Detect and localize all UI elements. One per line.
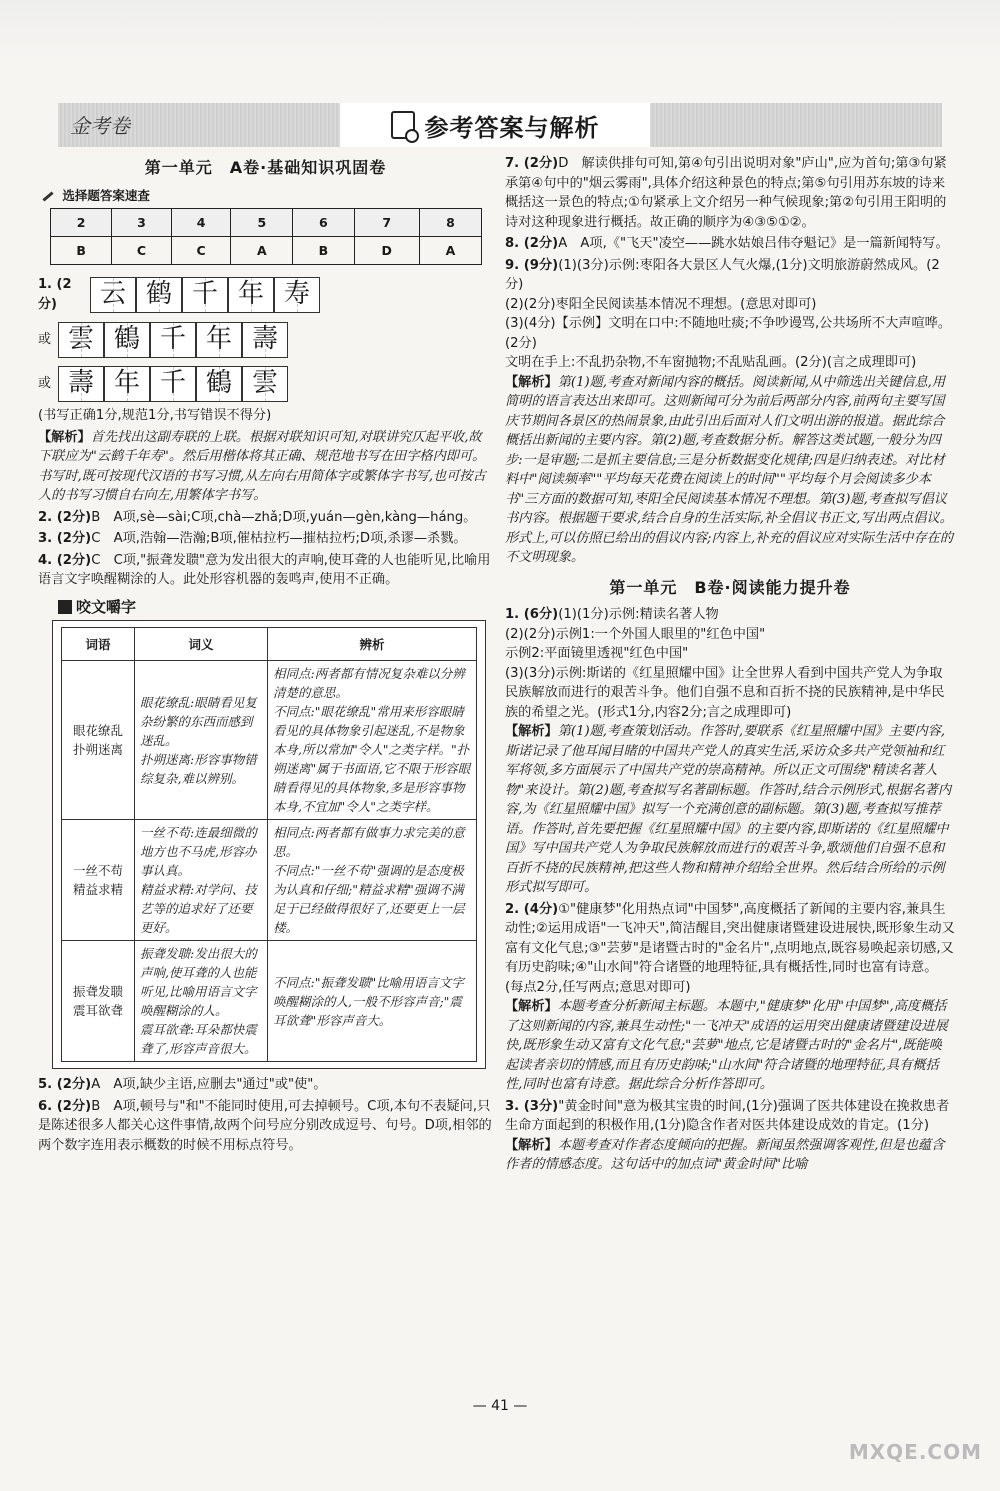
b3-analysis: 【解析】本题考查对作者态度倾向的把握。新闻虽然强调客观性,但是也蕴含作者的情感态度。这句话中的加点词"黄金时间"比喻: [505, 1137, 945, 1172]
grid-cell: 壽: [242, 322, 288, 358]
grid-cell: 雲: [242, 366, 288, 402]
question-3: 3. (2分)C A项,浩翰—浩瀚;B项,催枯拉朽—摧枯拉朽;D项,杀谬—杀戮。: [38, 531, 467, 546]
wenzi-row: [62, 941, 477, 1062]
answer-table: [50, 208, 482, 265]
grid-cell: 鶴: [104, 322, 150, 358]
right-column: [505, 152, 955, 1177]
answer-letter: C: [112, 237, 172, 265]
wenzi-words: 振聋发聩 震耳欲聋: [62, 941, 135, 1062]
b-question-3: 3. (3分)"黄金时间"意为极其宝贵的时间,(1分)强调了医共体建设在挽救患者生命方面起到的积极作用,(1分)隐含作者对医共体建设成效的肯定。(1分) 【解析】本题考查对作者态度倾向的把握。新闻虽然强调客观性,但是也蕴含作者的情感态度。这句话中的加点词"黄金时间"比喻: [505, 1097, 955, 1175]
q1-analysis: 【解析】首先找出这副寿联的上联。根据对联知识可知,对联讲究仄起平收,故下联应为"云鹤千年寿"。然后用楷体将其正确、规范地书写在田字格内即可。书写时,既可按现代汉语的书写习惯,从左向右用简体字或繁体字书写,也可按古人的书写习惯自右向左,用繁体字书写。: [38, 429, 486, 503]
wenzi-table: [61, 627, 477, 1062]
answer-num: 5: [231, 209, 293, 237]
question-4: 4. (2分)C C项,"振聋发聩"意为发出很大的声响,使耳聋的人也能听见,比喻用语言文字唤醒糊涂的人。此处形容机器的轰鸣声,使用不正确。: [38, 552, 491, 587]
wenzi-row: [62, 661, 477, 820]
wenzi-words: 眼花缭乱 扑朔迷离: [62, 661, 135, 820]
page-number: — 41 —: [472, 1398, 528, 1414]
quick-check-label: [42, 186, 493, 206]
wenzi-header: 词语: [62, 628, 135, 661]
question-8: 8. (2分)A A项,《"飞天"凌空——跳水姑娘吕伟夺魁记》是一篇新闻特写。: [505, 236, 949, 251]
grid-cell: 年: [104, 366, 150, 402]
brand-logo: 金考卷: [70, 114, 130, 138]
question-2: 2. (2分)B A项,sè—sài;C项,chà—zhǎ;D项,yuán—gèn,kàng—háng。: [38, 509, 477, 525]
or-label: 或: [38, 376, 52, 392]
document-search-icon: [391, 111, 415, 139]
b1-analysis: 【解析】第(1)题,考查策划活动。作答时,要联系《红星照耀中国》主要内容,斯诺记录了他耳闻目睹的中国共产党人的真实生活,采访众多共产党领袖和红军将领,多方面展示了中国共产党的崇高精神。所以正文可围绕"精读名著人物"来设计。第(2)题,考查拟写名著副标题。作答时,结合示例形式,根据名著内容,为《红星照耀中国》拟写一个充满创意的副标题。第(3)题,考查拟写推荐语。作答时,首先要把握《红星照耀中国》的主要内容,即斯诺的《红星照耀中国》写中国共产党人为争取民族解放而进行的艰苦斗争,歌颂他们自强不息和百折不挠的民族精神,把这些人物和精神介绍给全世界。然后结合所给的示例形式拟写即可。: [505, 724, 952, 895]
answer-letter: B: [51, 237, 112, 265]
wenzi-meaning: 振聋发聩:发出很大的声响,使耳聋的人也能听见,比喻用语言文字唤醒糊涂的人。 震耳欲聋:耳朵都快震聋了,形容声音很大。: [135, 941, 268, 1062]
answer-letter: D: [354, 237, 419, 265]
wenzi-meaning: 眼花缭乱:眼睛看见复杂纷繁的东西而感到迷乱。 扑朔迷离:形容事物错综复杂,难以辨别。: [135, 661, 268, 820]
grid-cell: 鶴: [196, 366, 242, 402]
grid-cell: 年: [196, 322, 242, 358]
question-9: 9. (9分)(1)(3分)示例:枣阳各大景区人气火爆,(1分)文明旅游蔚然成风。(2分) (2)(2分)枣阳全民阅读基本情况不理想。(意思对即可) (3)(4分)【示例】文明在口中:不随地吐痰;不争吵谩骂,公共场所不大声喧哗。(2分) 文明在手上:不乱扔杂物,不车窗抛物;不乱贴乱画。(2分)(言之成理即可) 【解析】第(1)题,考查对新闻内容的概括。阅读新闻,从中筛选出关键信息,用简明的语言表达出来即可。这则新闻可分为前后两部分内容,前两句主要写国庆节期间各景区的热闹景象,由此引出后面对人们文明出游的报道。据此综合概括出新闻的主要内容。第(2)题,考查数据分析。解答这类试题,一般分为四步:一是审题;二是抓主要信息;三是分析数据变化规律;四是归纳表述。对比材料中"阅读频率""平均每天花费在阅读上的时间""平均每个月会阅读多少本书"三方面的数据可知,枣阳全民阅读基本情况不理想。第(3)题,考查拟写倡议书内容。根据题干要求,结合自身的生活实际,补全倡议书正文,写出两点倡议。形式上,可以仿照已给出的倡议内容;内容上,补充的倡议应对实际生活中存在的不文明现象。: [505, 256, 955, 568]
b-question-1: 1. (6分)(1)(1分)示例:精读名著人物 (2)(2分)示例1:一个外国人眼里的"红色中国" 示例2:平面镜里透视"红色中国" (3)(3分)示例:斯诺的《红星照耀中国》让全世界人看到中国共产党人为争取民族解放而进行的艰苦斗争。他们自强不息和百折不挠的民族精神,是中华民族的希望之光。(形式1分,内容2分;言之成理即可) 【解析】第(1)题,考查策划活动。作答时,要联系《红星照耀中国》主要内容,斯诺记录了他耳闻目睹的中国共产党人的真实生活,采访众多共产党领袖和红军将领,多方面展示了中国共产党的崇高精神。所以正文可围绕"精读名著人物"来设计。第(2)题,考查拟写名著副标题。作答时,结合示例形式,根据名著内容,为《红星照耀中国》拟写一个充满创意的副标题。第(3)题,考查拟写推荐语。作答时,首先要把握《红星照耀中国》的主要内容,即斯诺的《红星照耀中国》写中国共产党人为争取民族解放而进行的艰苦斗争,歌颂他们自强不息和百折不挠的民族精神,把这些人物和精神介绍给全世界。然后结合所给的示例形式拟写即可。: [505, 605, 955, 898]
q9-part2: (2)(2分)枣阳全民阅读基本情况不理想。(意思对即可): [505, 296, 817, 312]
wenzi-title: 咬文嚼字: [58, 598, 136, 618]
answer-letter: A: [231, 237, 293, 265]
question-6: 6. (2分)B A项,顿号与"和"不能同时使用,可去掉顿号。C项,本句不表疑问,只是陈述很多人都关心这件事情,故两个问号应分别改成逗号、句号。D项,相邻的两个数字连用表示概数的时候不用标点符号。: [38, 1098, 492, 1153]
grid-cell: 千: [150, 322, 196, 358]
answer-num: 8: [419, 209, 481, 237]
grid-row-2: [38, 322, 493, 358]
question-7: 7. (2分)D 解读供排句可知,第④句引出说明对象"庐山",应为首句;第③句紧承第④句中的"烟云雾雨",具体介绍这种景色的特点;第⑤句引用苏东坡的诗来概括这一景色的特点;①句紧承上文介绍另一种气候现象;第②句引用王阳明的诗对这种现象进行概括。故正确的顺序为④③⑤①②。: [505, 156, 947, 230]
grid-cell: 千: [182, 277, 228, 313]
unit-a-title: 第一单元 A卷·基础知识巩固卷: [144, 158, 387, 177]
grid-cell: 寿: [274, 277, 320, 313]
q1-note: (书写正确1分,规范1分,书写错误不得分): [38, 408, 272, 423]
q9-part3: (3)(4分)【示例】文明在口中:不随地吐痰;不争吵谩骂,公共场所不大声喧哗。(2分): [505, 316, 952, 351]
answer-num: 4: [171, 209, 231, 237]
wenzi-header-row: [62, 628, 477, 661]
header-title-box: [340, 103, 650, 147]
answer-table-answers: [51, 237, 482, 265]
b2-analysis: 【解析】本题考查分析新闻主标题。本题中,"健康梦"化用"中国梦",高度概括了这则新闻的内容,兼具生动性;"一飞冲天"成语的运用突出健康诸暨建设进展快,既形象生动又富有文化气息;"芸萝"地点,它是诸暨古时的"金名片",既能唤起读者亲切的情感,而且有历史韵味;"山水间"符合诸暨的地理特征,具有概括性,同时也富有诗意。据此综合分析作答即可。: [505, 999, 948, 1092]
or-label: 或: [38, 332, 52, 348]
page-title: 参考答案与解析: [424, 113, 600, 142]
wenzi-meaning: 一丝不苟:连最细微的地方也不马虎,形容办事认真。 精益求精:对学问、技艺等的追求好了还要更好。: [135, 820, 268, 941]
q9-analysis: 【解析】第(1)题,考查对新闻内容的概括。阅读新闻,从中筛选出关键信息,用简明的语言表达出来即可。这则新闻可分为前后两部分内容,前两句主要写国庆节期间各景区的热闹景象,由此引出后面对人们文明出游的报道。据此综合概括出新闻的主要内容。第(2)题,考查数据分析。解答这类试题,一般分为四步:一是审题;二是抓主要信息;三是分析数据变化规律;四是归纳表述。对比材料中"阅读频率""平均每天花费在阅读上的时间""平均每个月会阅读多少本书"三方面的数据可知,枣阳全民阅读基本情况不理想。第(3)题,考查拟写倡议书内容。根据题干要求,结合自身的生活实际,补全倡议书正文,写出两点倡议。形式上,可以仿照已给出的倡议内容;内容上,补充的倡议应对实际生活中存在的不文明现象。: [505, 374, 954, 565]
wenzi-analysis: 不同点:"振聋发聩"比喻用语言文字唤醒糊涂的人,一般不形容声音;"震耳欲聋"形容声音大。: [268, 941, 477, 1062]
answer-num: 3: [112, 209, 172, 237]
wenzi-words: 一丝不苟 精益求精: [62, 820, 135, 941]
wenzi-header: 词义: [135, 628, 268, 661]
b1-part4: (3)(3分)示例:斯诺的《红星照耀中国》让全世界人看到中国共产党人为争取民族解放而进行的艰苦斗争。他们自强不息和百折不挠的民族精神,是中华民族的希望之光。(形式1分,内容2分;言之成理即可): [505, 665, 945, 720]
wenzi-analysis: 相同点:两者都有情况复杂难以分辨清楚的意思。 不同点:"眼花缭乱"常用来形容眼睛看见的具体物象引起迷乱,不是物象本身,所以常加"令人"之类字样。"扑朔迷离"属于书面语,它不限于形容眼睛看得见的具体物象,多是形容事物本身,不宜加"令人"之类字样。: [268, 661, 477, 820]
grid-cell: 年: [228, 277, 274, 313]
wenzi-analysis: 相同点:两者都有做事力求完美的意思。 不同点:"一丝不苟"强调的是态度极为认真和仔细;"精益求精"强调不满足于已经做得很好了,还要更上一层楼。: [268, 820, 477, 941]
answer-letter: C: [171, 237, 231, 265]
question-5: 5. (2分)A A项,缺少主语,应删去"通过"或"使"。: [38, 1077, 327, 1092]
answer-letter: A: [419, 237, 481, 265]
grid-cell: 壽: [58, 366, 104, 402]
grid-cell: 云: [90, 277, 136, 313]
grid-cell: 千: [150, 366, 196, 402]
b1-part2: (2)(2分)示例1:一个外国人眼里的"红色中国": [505, 626, 766, 642]
answer-num: 6: [293, 209, 354, 237]
answer-table-numbers: [51, 209, 482, 237]
wenzi-header: 辨析: [268, 628, 477, 661]
pencil-icon: [42, 191, 53, 201]
grid-cell: 鹤: [136, 277, 182, 313]
grid-cell: 雲: [58, 322, 104, 358]
grid-row-3: [38, 366, 493, 402]
left-column: [38, 152, 493, 1157]
book-icon: [58, 600, 72, 614]
grid-row-1: [38, 275, 493, 314]
answer-letter: B: [293, 237, 354, 265]
q1-prefix: 1. (2分): [38, 277, 72, 312]
wenzi-row: [62, 820, 477, 941]
watermark: MXQE.COM: [848, 1440, 982, 1464]
question-1: [38, 275, 493, 506]
scan-edge: [0, 0, 1000, 60]
unit-b-title: 第一单元 B卷·阅读能力提升卷: [609, 577, 851, 597]
b-question-2: 2. (4分)①"健康梦"化用热点词"中国梦",高度概括了新闻的主要内容,兼具生动性;②运用成语"一飞冲天",简洁醒目,突出健康诸暨建设进展快,既形象生动又富有文化气息;③"芸萝"是诸暨古时的"金名片",点明地点,既容易唤起亲切感,又有历史韵味;④"山水间"符合诸暨的地理特征,具有概括性,同时也富有诗意。(每点2分,任写两点;意思对即可) 【解析】本题考查分析新闻主标题。本题中,"健康梦"化用"中国梦",高度概括了这则新闻的内容,兼具生动性;"一飞冲天"成语的运用突出健康诸暨建设进展快,既形象生动又富有文化气息;"芸萝"地点,它是诸暨古时的"金名片",既能唤起读者亲切的情感,而且有历史韵味;"山水间"符合诸暨的地理特征,具有概括性,同时也富有诗意。据此综合分析作答即可。: [505, 900, 955, 1095]
b1-part3: 示例2:平面镜里透视"红色中国": [505, 646, 689, 661]
wenzi-box: [52, 620, 486, 1069]
q9-part4: 文明在手上:不乱扔杂物,不车窗抛物;不乱贴乱画。(2分)(言之成理即可): [505, 355, 917, 370]
answer-num: 2: [51, 209, 112, 237]
answer-num: 7: [354, 209, 419, 237]
quick-check-text: 选择题答案速查: [62, 187, 150, 203]
